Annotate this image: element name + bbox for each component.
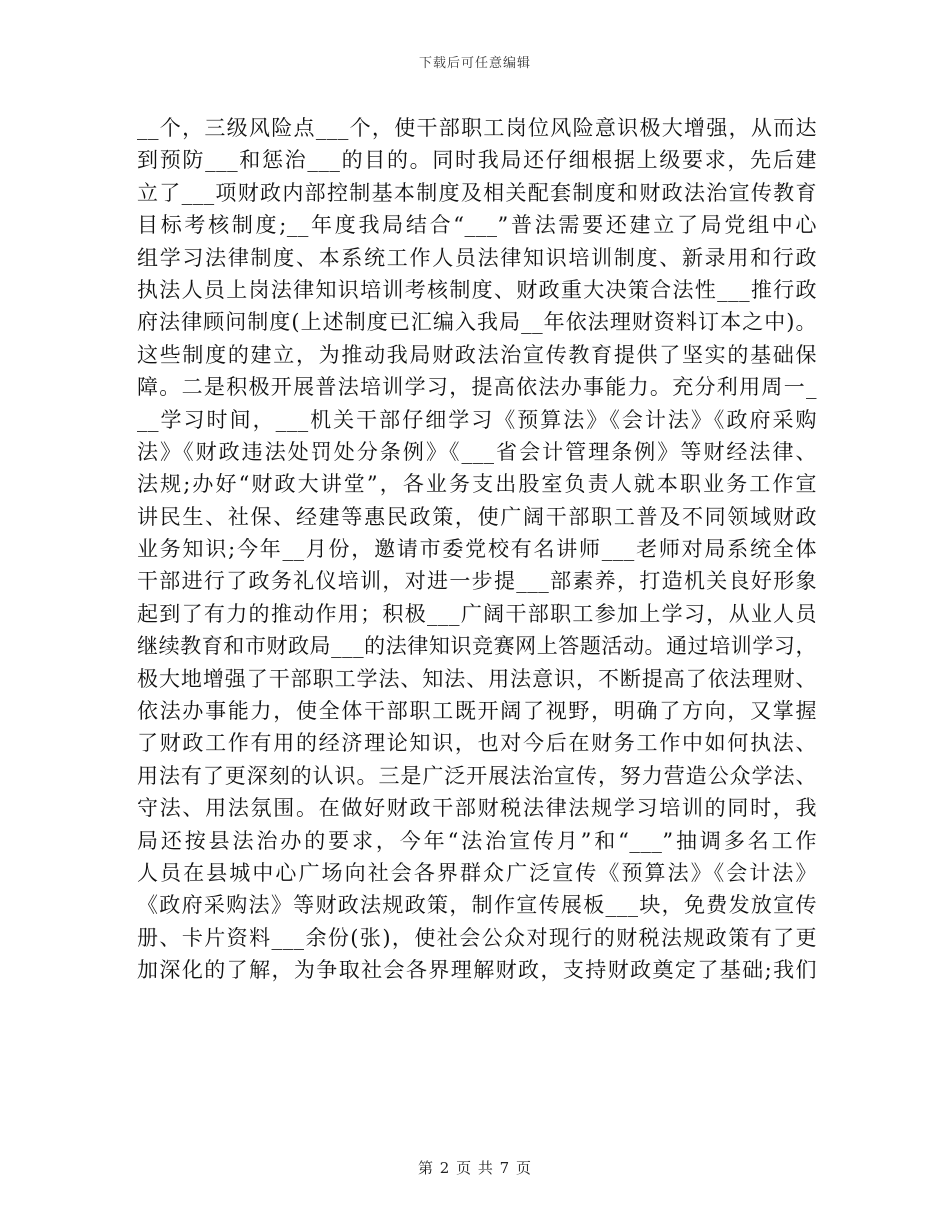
text-line: 继续教育和市财政局___的法律知识竞赛网上答题活动。通过培训学习，: [137, 634, 817, 659]
text-line: 起到了有力的推动作用；积极___广阔干部职工参加上学习，从业人员: [137, 601, 817, 626]
text-line: 到预防___和惩治___的目的。同时我局还仔细根据上级要求，先后建: [137, 148, 817, 173]
text-line: 府法律顾问制度(上述制度已汇编入我局__年依法理财资料订本之中)。: [137, 310, 817, 335]
text-line: 了财政工作有用的经济理论知识，也对今后在财务工作中如何执法、: [137, 731, 817, 756]
text-line: 组学习法律制度、本系统工作人员法律知识培训制度、新录用和行政: [137, 245, 817, 270]
text-line: 干部进行了政务礼仪培训，对进一步提___部素养，打造机关良好形象: [137, 569, 817, 594]
text-line: 障。二是积极开展普法培训学习，提高依法办事能力。充分利用周一_: [137, 375, 817, 400]
text-line: 加深化的了解，为争取社会各界理解财政，支持财政奠定了基础;我们: [137, 958, 817, 983]
text-line: 法规;办好“财政大讲堂”，各业务支出股室负责人就本职业务工作宣: [137, 472, 817, 497]
text-line: 立了___项财政内部控制基本制度及相关配套制度和财政法治宣传教育: [137, 180, 817, 205]
document-body: [137, 112, 817, 987]
text-line: 用法有了更深刻的认识。三是广泛开展法治宣传，努力营造公众学法、: [137, 763, 817, 788]
text-line: 局还按县法治办的要求，今年“法治宣传月”和“___”抽调多名工作: [137, 828, 817, 853]
text-line: __学习时间，___机关干部仔细学习《预算法》《会计法》《政府采购: [137, 407, 817, 432]
text-line: 《政府采购法》等财政法规政策，制作宣传展板___块，免费发放宣传: [137, 893, 817, 918]
text-line: 守法、用法氛围。在做好财政干部财税法律法规学习培训的同时，我: [137, 796, 817, 821]
page-header: 下载后可任意编辑: [418, 56, 531, 71]
text-line: __个，三级风险点___个，使干部职工岗位风险意识极大增强，从而达: [137, 116, 817, 140]
text-line: 目标考核制度;__年度我局结合“___”普法需要还建立了局党组中心: [137, 213, 817, 238]
text-line: 讲民生、社保、经建等惠民政策，使广阔干部职工普及不同领域财政: [137, 504, 817, 529]
text-line: 业务知识;今年__月份，邀请市委党校有名讲师___老师对局系统全体: [137, 537, 817, 562]
text-line: 依法办事能力，使全体干部职工既开阔了视野，明确了方向，又掌握: [137, 699, 817, 724]
text-line: 人员在县城中心广场向社会各界群众广泛宣传《预算法》《会计法》: [137, 860, 817, 885]
text-line: 法》《财政违法处罚处分条例》《___省会计管理条例》等财经法律、: [137, 439, 817, 464]
text-line: 册、卡片资料___余份(张)，使社会公众对现行的财税法规政策有了更: [137, 925, 817, 950]
text-line: 这些制度的建立，为推动我局财政法治宣传教育提供了坚实的基础保: [137, 342, 817, 367]
text-line: 极大地增强了干部职工学法、知法、用法意识，不断提高了依法理财、: [137, 666, 817, 691]
page-number: 第 2 页 共 7 页: [418, 1159, 532, 1177]
text-line: 执法人员上岗法律知识培训考核制度、财政重大决策合法性___推行政: [137, 277, 817, 302]
